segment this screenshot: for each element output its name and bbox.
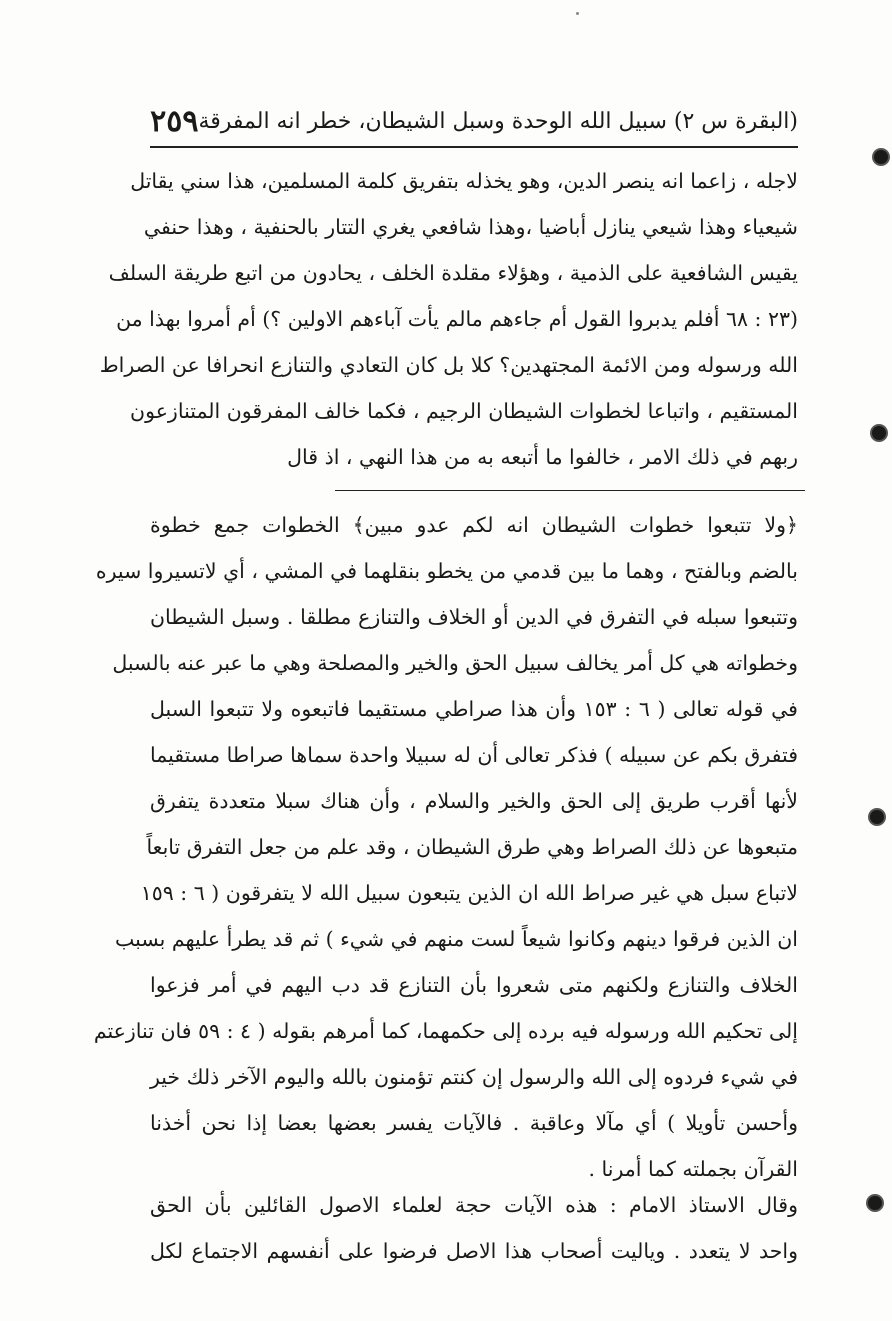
margin-ink-mark [872, 426, 886, 440]
text-line: ربهم في ذلك الامر ، خالفوا ما أتبعه به من هذا النهي ، اذ قال [287, 445, 798, 469]
text-line: لاتباع سبل هي غير صراط الله ان الذين يتبعون سبيل الله لا يتفرقون ( ٦ : ١٥٩ [140, 881, 798, 905]
text-line: واحد لا يتعدد . وياليت أصحاب هذا الاصل فرضوا على أنفسهم الاجتماع لكل [150, 1239, 798, 1263]
paragraph-verse-commentary [93, 502, 798, 1192]
text-line: القرآن بجملته كما أمرنا . [588, 1157, 798, 1181]
text-line: في شيء فردوه إلى الله والرسول إن كنتم تؤمنون بالله واليوم الآخر ذلك خير [149, 1065, 798, 1089]
text-line: وتتبعوا سبله في التفرق في الدين أو الخلاف والتنازع مطلقا . وسبل الشيطان [150, 605, 798, 629]
section-divider [335, 490, 805, 491]
page-number: ٢٥٩ [150, 103, 199, 139]
text-line: ﴿ولا تتبعوا خطوات الشيطان انه لكم عدو مبين﴾ الخطوات جمع خطوة [150, 513, 798, 537]
margin-ink-mark [870, 810, 884, 824]
text-line: لأنها أقرب طريق إلى الحق والخير والسلام ، وأن هناك سبلا متعددة يتفرق [150, 789, 798, 813]
text-line: إلى تحكيم الله ورسوله فيه برده إلى حكمهما، كما أمرهم بقوله ( ٤ : ٥٩ فان تنازعتم [93, 1019, 798, 1043]
page-header [150, 96, 798, 146]
margin-ink-mark [874, 150, 888, 164]
text-line: وخطواته هي كل أمر يخالف سبيل الحق والخير والمصلحة وهي ما عبر عنه بالسبل [112, 651, 798, 675]
text-line: شيعياء وهذا شيعي ينازل أباضيا ،وهذا شافعي يغري التتار بالحنفية ، وهذا حنفي [143, 215, 798, 239]
text-line: الله ورسوله ومن الائمة المجتهدين؟ كلا بل كان التعادي والتنازع انحرافا عن الصراط [99, 353, 798, 377]
text-line: متبعوها عن ذلك الصراط وهي طرق الشيطان ، وقد علم من جعل التفرق تابعاً [146, 835, 798, 859]
text-line: وقال الاستاذ الامام : هذه الآيات حجة لعلماء الاصول القائلين بأن الحق [150, 1193, 798, 1217]
paper-speck [576, 12, 579, 15]
margin-ink-mark [868, 1196, 882, 1210]
text-line: في قوله تعالى ( ٦ : ١٥٣ وأن هذا صراطي مستقيما فاتبعوه ولا تتبعوا السبل [150, 697, 798, 721]
text-line: فتفرق بكم عن سبيله ) فذكر تعالى أن له سبيلا واحدة سماها صراطا مستقيما [150, 743, 798, 767]
text-line: يقيس الشافعية على الذمية ، وهؤلاء مقلدة الخلف ، يحادون من اتبع طريقة السلف [108, 261, 798, 285]
text-line: بالضم وبالفتح ، وهما ما بين قدمي من يخطو بنقلهما في المشي ، أي لاتسيروا سيره [95, 559, 798, 583]
text-line: ان الذين فرقوا دينهم وكانوا شيعاً لست منهم في شيء ) ثم قد يطرأ عليهم بسبب [115, 927, 798, 951]
text-line: (٢٣ : ٦٨ أفلم يدبروا القول أم جاءهم مالم يأت آباءهم الاولين ؟) أم أمروا بهذا من [116, 307, 798, 331]
text-line: وأحسن تأويلا ) أي مآلا وعاقبة . فالآيات يفسر بعضها بعضا إذا نحن أخذنا [150, 1111, 798, 1135]
text-line: الخلاف والتنازع ولكنهم متى شعروا بأن التنازع قد دب اليهم في أمر فزعوا [150, 973, 798, 997]
text-line: المستقيم ، واتباعا لخطوات الشيطان الرجيم ، فكما خالف المفرقون المتنازعون [130, 399, 798, 423]
paragraph-commentary-intro [99, 158, 798, 480]
header-rule [150, 146, 798, 148]
running-title: (البقرة س ٢) سبيل الله الوحدة وسبل الشيطان، خطر انه المفرقة [198, 108, 798, 134]
text-line: لاجله ، زاعما انه ينصر الدين، وهو يخذله بتفريق كلمة المسلمين، هذا سني يقاتل [130, 169, 798, 193]
paragraph-imam-quote [150, 1182, 798, 1274]
